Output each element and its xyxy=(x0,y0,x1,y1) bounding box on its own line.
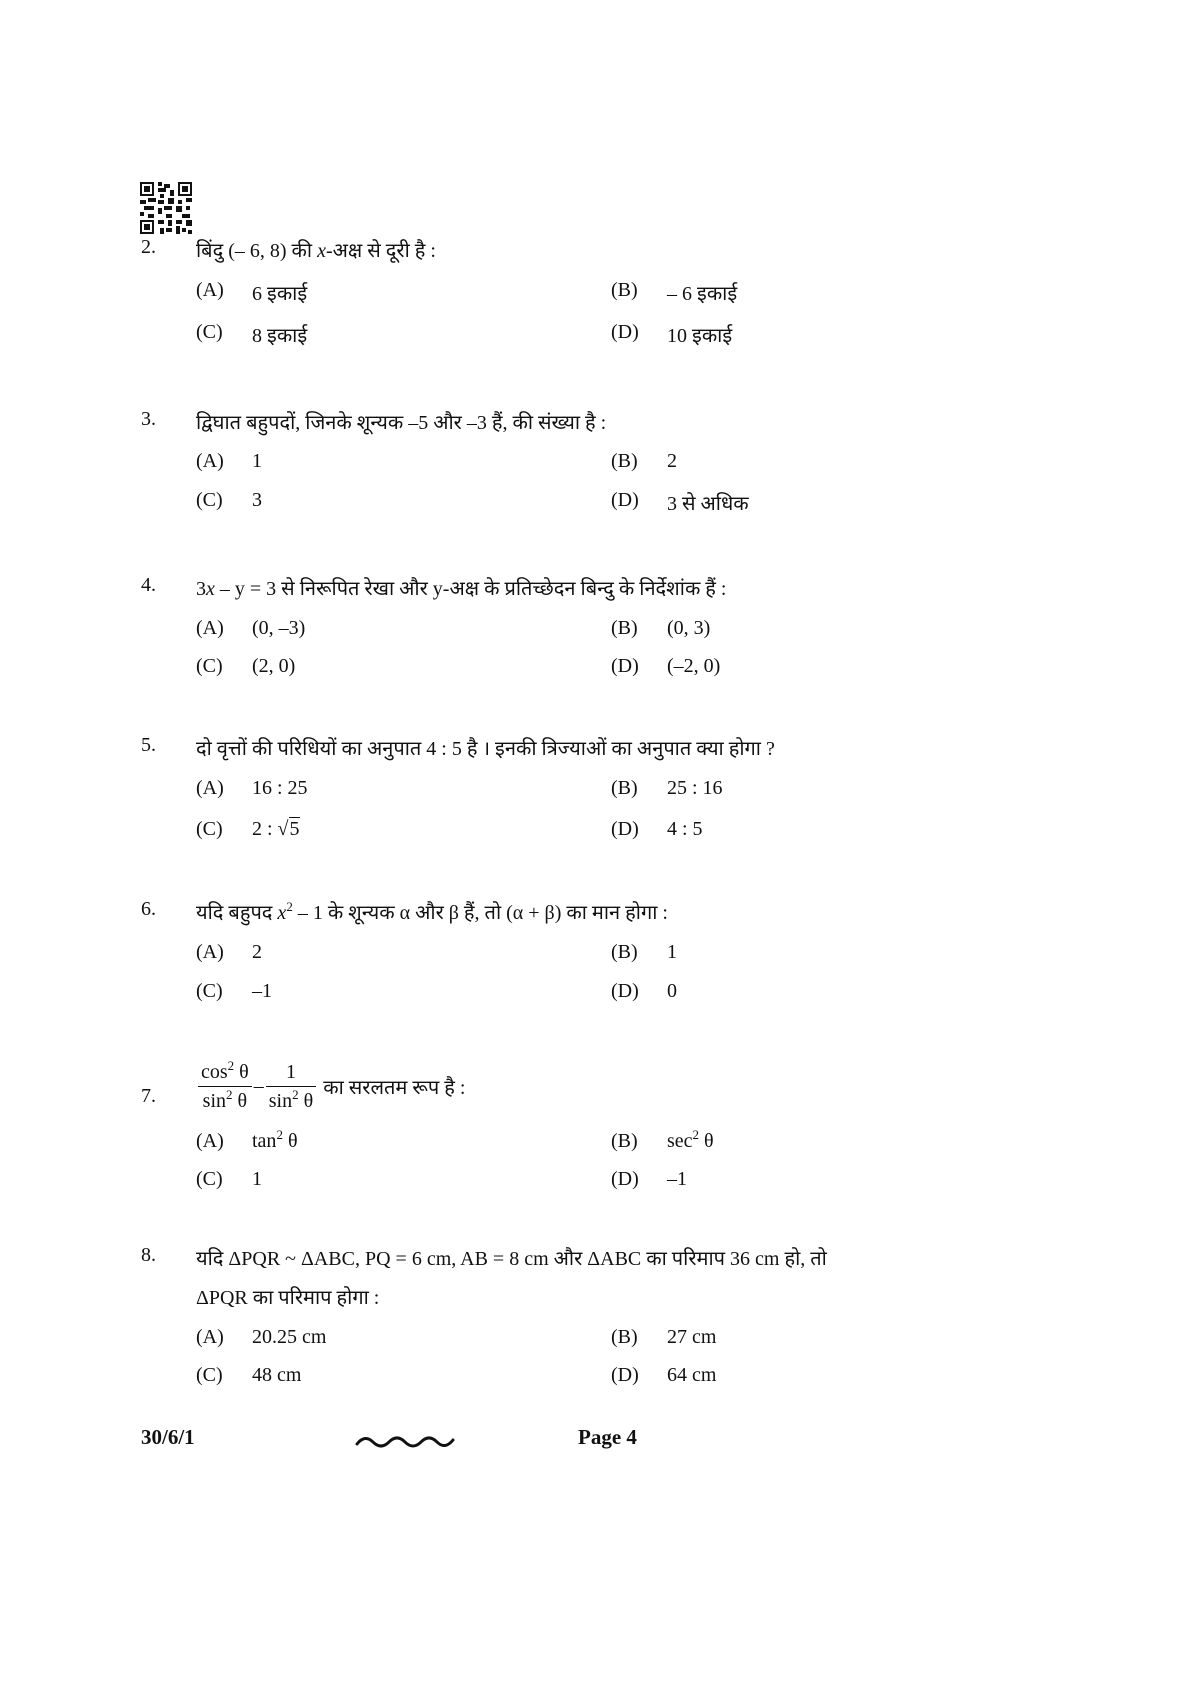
option-a-value: 20.25 cm xyxy=(252,1326,327,1348)
option-b-label: (B) xyxy=(611,450,638,472)
var: θ xyxy=(298,1090,314,1112)
option-c-label: (C) xyxy=(196,1168,223,1190)
exponent: 2 xyxy=(692,1127,700,1142)
sqrt-prefix: 2 : √ xyxy=(252,818,289,840)
question-text: द्विघात बहुपदों, जिनके शून्यक –5 और –3 हैं, की संख्या है : xyxy=(196,412,607,434)
question-number: 6. xyxy=(141,898,156,920)
option-d-value: –1 xyxy=(667,1168,687,1190)
question-text-line-2: ΔPQR का परिमाप होगा : xyxy=(196,1287,380,1309)
exponent: 2 xyxy=(227,1058,235,1073)
option-b-label: (B) xyxy=(611,941,638,963)
option-d-value: 4 : 5 xyxy=(667,818,703,840)
option-d-value: (–2, 0) xyxy=(667,655,721,677)
qr-code-icon xyxy=(140,182,194,234)
wave-icon xyxy=(355,1432,459,1450)
option-c-value: 8 इकाई xyxy=(252,325,308,347)
option-c-value: –1 xyxy=(252,980,272,1002)
option-b-value: 27 cm xyxy=(667,1326,717,1348)
fraction-cos2-over-sin2 xyxy=(198,1060,252,1113)
page-number: Page 4 xyxy=(578,1425,637,1449)
question-text xyxy=(196,574,727,601)
option-b-value: 25 : 16 xyxy=(667,777,723,799)
question-text xyxy=(196,898,668,925)
question-text xyxy=(196,1060,465,1113)
question-text: दो वृत्तों की परिधियों का अनुपात 4 : 5 है । इनकी त्रिज्याओं का अनुपात क्या होगा ? xyxy=(196,738,775,760)
func: sin xyxy=(202,1090,226,1112)
option-c-value xyxy=(252,818,300,841)
option-a-label: (A) xyxy=(196,1326,224,1348)
question-number: 5. xyxy=(141,734,156,756)
var: θ xyxy=(282,1130,298,1152)
option-d-label: (D) xyxy=(611,818,639,840)
option-a-value: 2 xyxy=(252,941,262,963)
option-c-label: (C) xyxy=(196,818,223,840)
numerator: 1 xyxy=(266,1060,316,1087)
option-d-value: 64 cm xyxy=(667,1364,717,1386)
func: sec xyxy=(667,1130,693,1152)
text-part: – 1 के शून्यक α और β हैं, तो (α + β) का मान होगा : xyxy=(292,902,668,924)
option-c-value: 3 xyxy=(252,489,262,511)
math-variable: x xyxy=(317,240,326,262)
option-a-label: (A) xyxy=(196,941,224,963)
option-d-label: (D) xyxy=(611,980,639,1002)
option-d-value: 0 xyxy=(667,980,677,1002)
option-c-value: (2, 0) xyxy=(252,655,296,677)
option-a-label: (A) xyxy=(196,279,224,301)
option-a-label: (A) xyxy=(196,450,224,472)
denominator xyxy=(198,1087,252,1113)
option-d-label: (D) xyxy=(611,489,639,511)
func: sin xyxy=(268,1090,293,1112)
question-number: 7. xyxy=(141,1085,156,1107)
option-d-label: (D) xyxy=(611,1364,639,1386)
option-b-label: (B) xyxy=(611,279,638,301)
option-b-label: (B) xyxy=(611,1326,638,1348)
option-a-value: 1 xyxy=(252,450,262,472)
option-c-value: 48 cm xyxy=(252,1364,302,1386)
numerator xyxy=(198,1060,252,1087)
option-b-value: 2 xyxy=(667,450,677,472)
question-number: 2. xyxy=(141,236,156,258)
text-part: यदि बहुपद xyxy=(196,902,278,924)
option-a-value xyxy=(252,1127,298,1153)
option-b-label: (B) xyxy=(611,617,638,639)
paper-code: 30/6/1 xyxy=(141,1425,195,1449)
exponent: 2 xyxy=(286,899,293,914)
option-d-label: (D) xyxy=(611,1168,639,1190)
option-c-label: (C) xyxy=(196,1364,223,1386)
option-a-value: (0, –3) xyxy=(252,617,306,639)
question-text-line-1: यदि ΔPQR ~ ΔABC, PQ = 6 cm, AB = 8 cm और ΔABC का परिमाप 36 cm हो, तो xyxy=(196,1248,827,1270)
text-part: – y = 3 से निरूपित रेखा और y-अक्ष के प्रतिच्छेदन बिन्दु के निर्देशांक हैं : xyxy=(214,578,727,600)
option-c-label: (C) xyxy=(196,489,223,511)
option-b-value xyxy=(667,1127,714,1153)
option-a-value: 16 : 25 xyxy=(252,777,308,799)
question-number: 3. xyxy=(141,408,156,430)
question-number: 4. xyxy=(141,574,156,596)
math-variable: x xyxy=(206,578,215,600)
option-c-label: (C) xyxy=(196,655,223,677)
option-d-value: 10 इकाई xyxy=(667,325,733,347)
denominator xyxy=(266,1087,316,1113)
var: θ xyxy=(232,1090,248,1112)
question-text xyxy=(196,236,436,263)
minus-sign: – xyxy=(253,1075,264,1097)
exponent: 2 xyxy=(226,1087,233,1102)
var: θ xyxy=(699,1130,714,1152)
text-part: 3 xyxy=(196,578,206,600)
func: cos xyxy=(201,1061,228,1083)
text-part: का सरलतम रूप है : xyxy=(318,1077,466,1099)
option-b-label: (B) xyxy=(611,777,638,799)
option-b-value: – 6 इकाई xyxy=(667,283,738,305)
option-a-value: 6 इकाई xyxy=(252,283,308,305)
option-d-label: (D) xyxy=(611,655,639,677)
option-a-label: (A) xyxy=(196,777,224,799)
option-c-value: 1 xyxy=(252,1168,262,1190)
option-d-value: 3 से अधिक xyxy=(667,493,749,515)
var: θ xyxy=(234,1061,249,1083)
exponent: 2 xyxy=(276,1127,283,1142)
option-c-label: (C) xyxy=(196,321,223,343)
option-d-label: (D) xyxy=(611,321,639,343)
exponent: 2 xyxy=(292,1087,299,1102)
math-variable: x xyxy=(277,902,287,924)
option-a-label: (A) xyxy=(196,1130,224,1152)
option-b-value: (0, 3) xyxy=(667,617,711,639)
option-b-label: (B) xyxy=(611,1130,638,1152)
text-part: बिंदु (– 6, 8) की xyxy=(196,240,318,262)
fraction-1-over-sin2 xyxy=(266,1060,316,1113)
option-b-value: 1 xyxy=(667,941,677,963)
func: tan xyxy=(252,1130,277,1152)
sqrt-radicand: 5 xyxy=(289,818,300,840)
text-part: -अक्ष से दूरी है : xyxy=(325,240,436,262)
question-number: 8. xyxy=(141,1244,156,1266)
option-a-label: (A) xyxy=(196,617,224,639)
option-c-label: (C) xyxy=(196,980,223,1002)
